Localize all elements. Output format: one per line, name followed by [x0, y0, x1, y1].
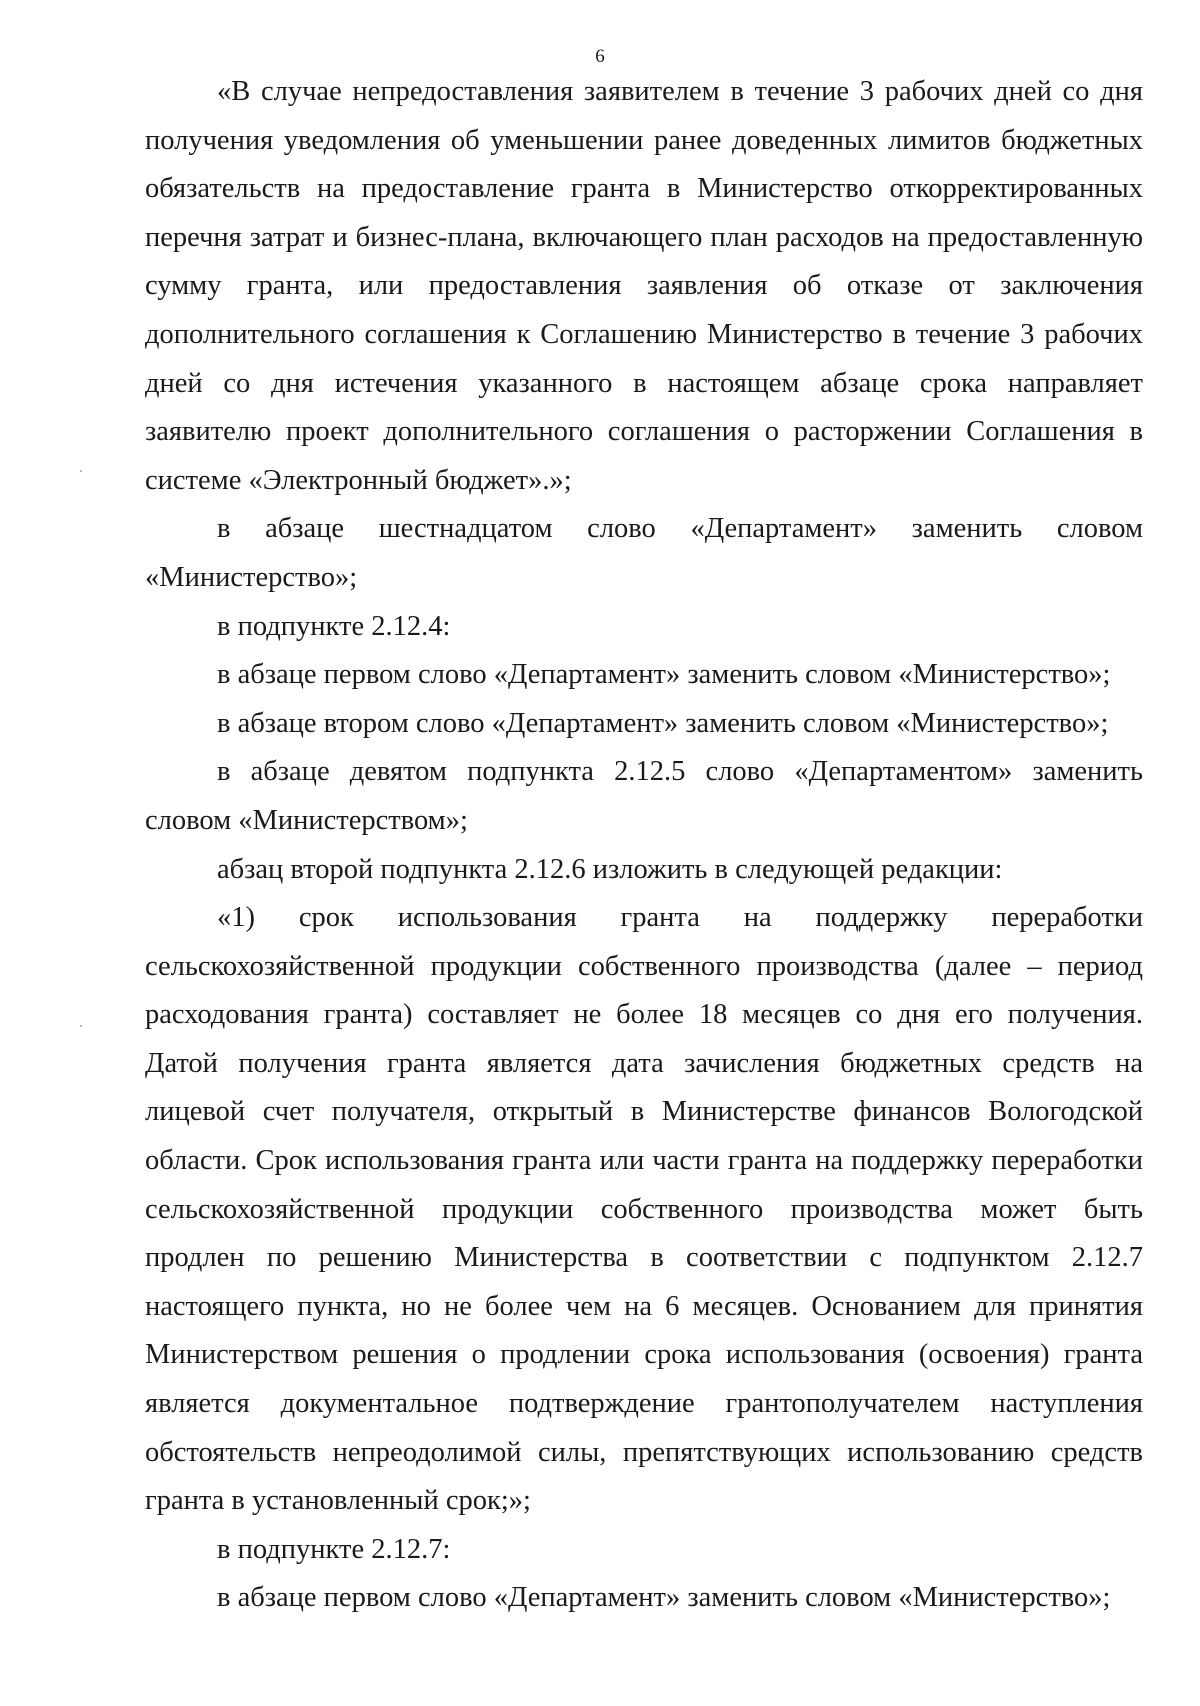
scan-mark: [80, 470, 82, 472]
paragraph-quoted-amendment: «В случае непредоставления заявителем в течение 3 рабочих дней со дня получения уведомления об уменьшении ранее доведенных лимитов бюджетных обязательств на предоставление гранта в Министерство откорректированных перечня затрат и бизнес-плана, включающего план расходов на предоставленную сумму гранта, или предоставления заявления об отказе от заключения дополнительного соглашения к Соглашению Министерство в течение 3 рабочих дней со дня истечения указанного в настоящем абзаце срока направляет заявителю проект дополнительного соглашения о расторжении Соглашения в системе «Электронный бюджет».»;: [145, 76, 1143, 496]
paragraph-abzac-2: в абзаце втором слово «Департамент» заменить словом «Министерство»;: [217, 707, 1109, 739]
paragraph-abzac-2-2-12-6: абзац второй подпункта 2.12.6 изложить в следующей редакции:: [217, 853, 1003, 885]
paragraph-abzac-16: в абзаце шестнадцатом слово «Департамент» заменить словом «Министерство»;: [145, 513, 1143, 593]
paragraph-grant-term: «1) срок использования гранта на поддержку переработки сельскохозяйственной продукции собственного производства (далее – период расходования гранта) составляет не более 18 месяцев со дня его получения. Датой получения гранта является дата зачисления бюджетных средств на лицевой счет получателя, открытый в Министерстве финансов Вологодской области. Срок использования гранта или части гранта на поддержку переработки сельскохозяйственной продукции собственного производства может быть продлен по решению Министерства в соответствии с подпунктом 2.12.7 настоящего пункта, но не более чем на 6 месяцев. Основанием для принятия Министерством решения о продлении срока использования (освоения) гранта является документальное подтверждение грантополучателем наступления обстоятельств непреодолимой силы, препятствующих использованию средств гранта в установленный срок;»;: [145, 902, 1143, 1517]
paragraph-subpoint-2-12-7: в подпункте 2.12.7:: [217, 1533, 451, 1565]
page-number: 6: [595, 46, 605, 67]
paragraph-subpoint-2-12-4: в подпункте 2.12.4:: [217, 610, 451, 642]
paragraph-abzac-1-2-12-7: в абзаце первом слово «Департамент» заменить словом «Министерство»;: [217, 1582, 1111, 1614]
document-body: [145, 68, 1143, 1623]
paragraph-abzac-9-2-12-5: в абзаце девятом подпункта 2.12.5 слово «Департаментом» заменить словом «Министерством»;: [145, 756, 1143, 836]
scan-mark: [80, 1025, 82, 1027]
paragraph-abzac-1: в абзаце первом слово «Департамент» заменить словом «Министерство»;: [217, 659, 1111, 691]
